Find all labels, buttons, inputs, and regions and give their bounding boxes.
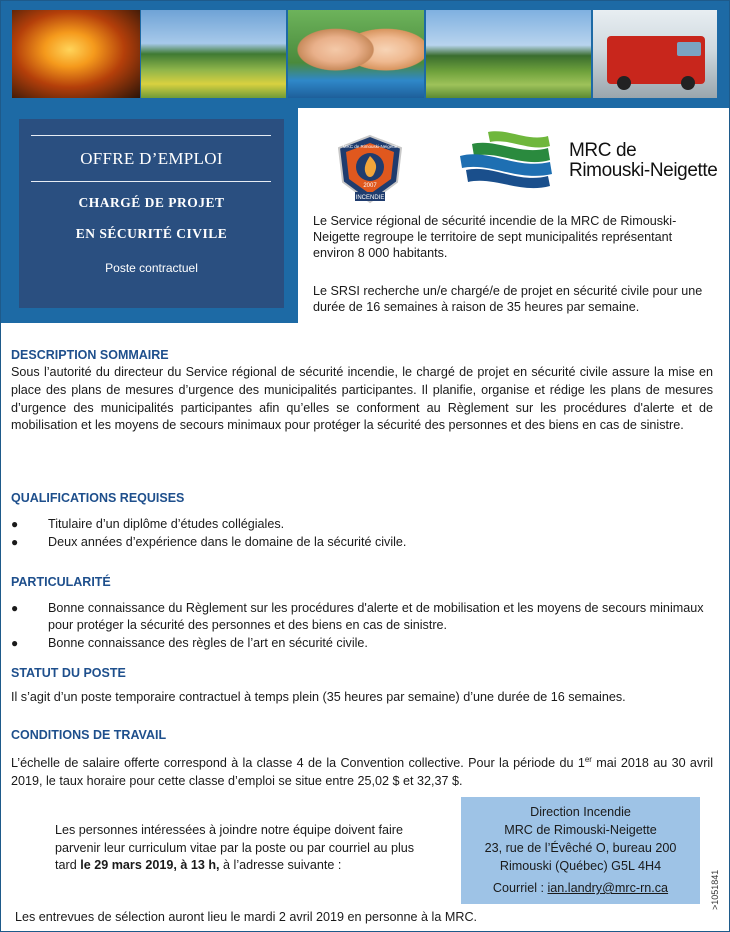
photo-fire [12,10,140,98]
mrc-logo-line2: Rimouski-Neigette [569,160,718,181]
application-deadline: le 29 mars 2019, à 13 h, [80,858,220,872]
description-heading: DESCRIPTION SOMMAIRE [11,348,169,362]
contact-line-2: MRC de Rimouski-Neigette [504,823,657,837]
particularite-heading: PARTICULARITÉ [11,575,111,589]
intro-paragraph-1: Le Service régional de sécurité incendie de la MRC de Rimouski-Neigette regroupe le territoire de sept municipalités représentant environ 8 000 habitants. [313,214,677,260]
contact-line-1: Direction Incendie [530,805,631,819]
contact-line-4: Rimouski (Québec) G5L 4H4 [499,859,662,873]
qualifications-heading: QUALIFICATIONS REQUISES [11,491,185,505]
contact-box [461,797,700,904]
badge-year: 2007 [363,183,377,189]
description-text: Sous l’autorité du directeur du Service régional de sécurité incendie, le chargé de projet en sécurité civile assure la mise en place des plans de mesures d’urgence des municipalités participantes. Il planifie, organise et rédige les plans de mesures d’urgence des municipalités participantes afin qu’elles se conforment au Règlement sur les procédures d'alerte et de mobilisation et les moyens de secours minimaux pour protéger la sécurité des personnes et des biens en cas de sinistre. [11,365,713,433]
offer-title: OFFRE D’EMPLOI [80,149,223,168]
photo-fields [141,10,286,98]
photo-children [288,10,424,98]
badge-label: INCENDIE [355,195,385,201]
position-title-line2: EN SÉCURITÉ CIVILE [75,226,228,241]
fire-truck-icon [607,36,705,84]
statut-heading: STATUT DU POSTE [11,666,126,680]
application-instructions: Les personnes intéressées à joindre notre équipe doivent faire parvenir leur curriculum vitae par la poste ou par courriel au plus tard le 29 mars 2019, à 13 h, à l’adresse suivante : [55,823,415,872]
mrc-logo-line1: MRC de [569,140,637,161]
photo-fire-truck [593,10,717,98]
conditions-heading: CONDITIONS DE TRAVAIL [11,728,167,742]
mrc-logo-text [569,141,717,181]
contract-type: Poste contractuel [105,261,198,275]
interview-note: Les entrevues de sélection auront lieu le mardi 2 avril 2019 en personne à la MRC. [15,910,478,924]
fire-department-badge-icon [333,134,407,204]
offer-card [19,119,284,308]
conditions-text: L’échelle de salaire offerte correspond à la classe 4 de la Convention collective. Pour la période du 1er mai 2018 au 30 avril 2019, le taux horaire pour cette classe d’emploi se situe entre 25,02 $ et 32,37 $. [11,755,713,788]
contact-email-link[interactable]: ian.landry@mrc-rn.ca [547,881,669,895]
intro-paragraph-2: Le SRSI recherche un/e chargé/e de projet en sécurité civile pour une durée de 16 semaines à raison de 35 heures par semaine. [313,284,703,314]
statut-text: Il s’agit d’un poste temporaire contractuel à temps plein (35 heures par semaine) d’une durée de 16 semaines. [11,690,626,704]
reference-number: >1051841 [710,869,720,910]
badge-org-text: MRC de Rimouski-Neigette [342,144,398,149]
photo-landscape [426,10,591,98]
contact-email-line: Courriel : ian.landry@mrc-rn.ca [492,881,669,895]
position-title-line1: CHARGÉ DE PROJET [78,195,225,210]
contact-line-3: 23, rue de l’Évêché O, bureau 200 [484,841,677,855]
